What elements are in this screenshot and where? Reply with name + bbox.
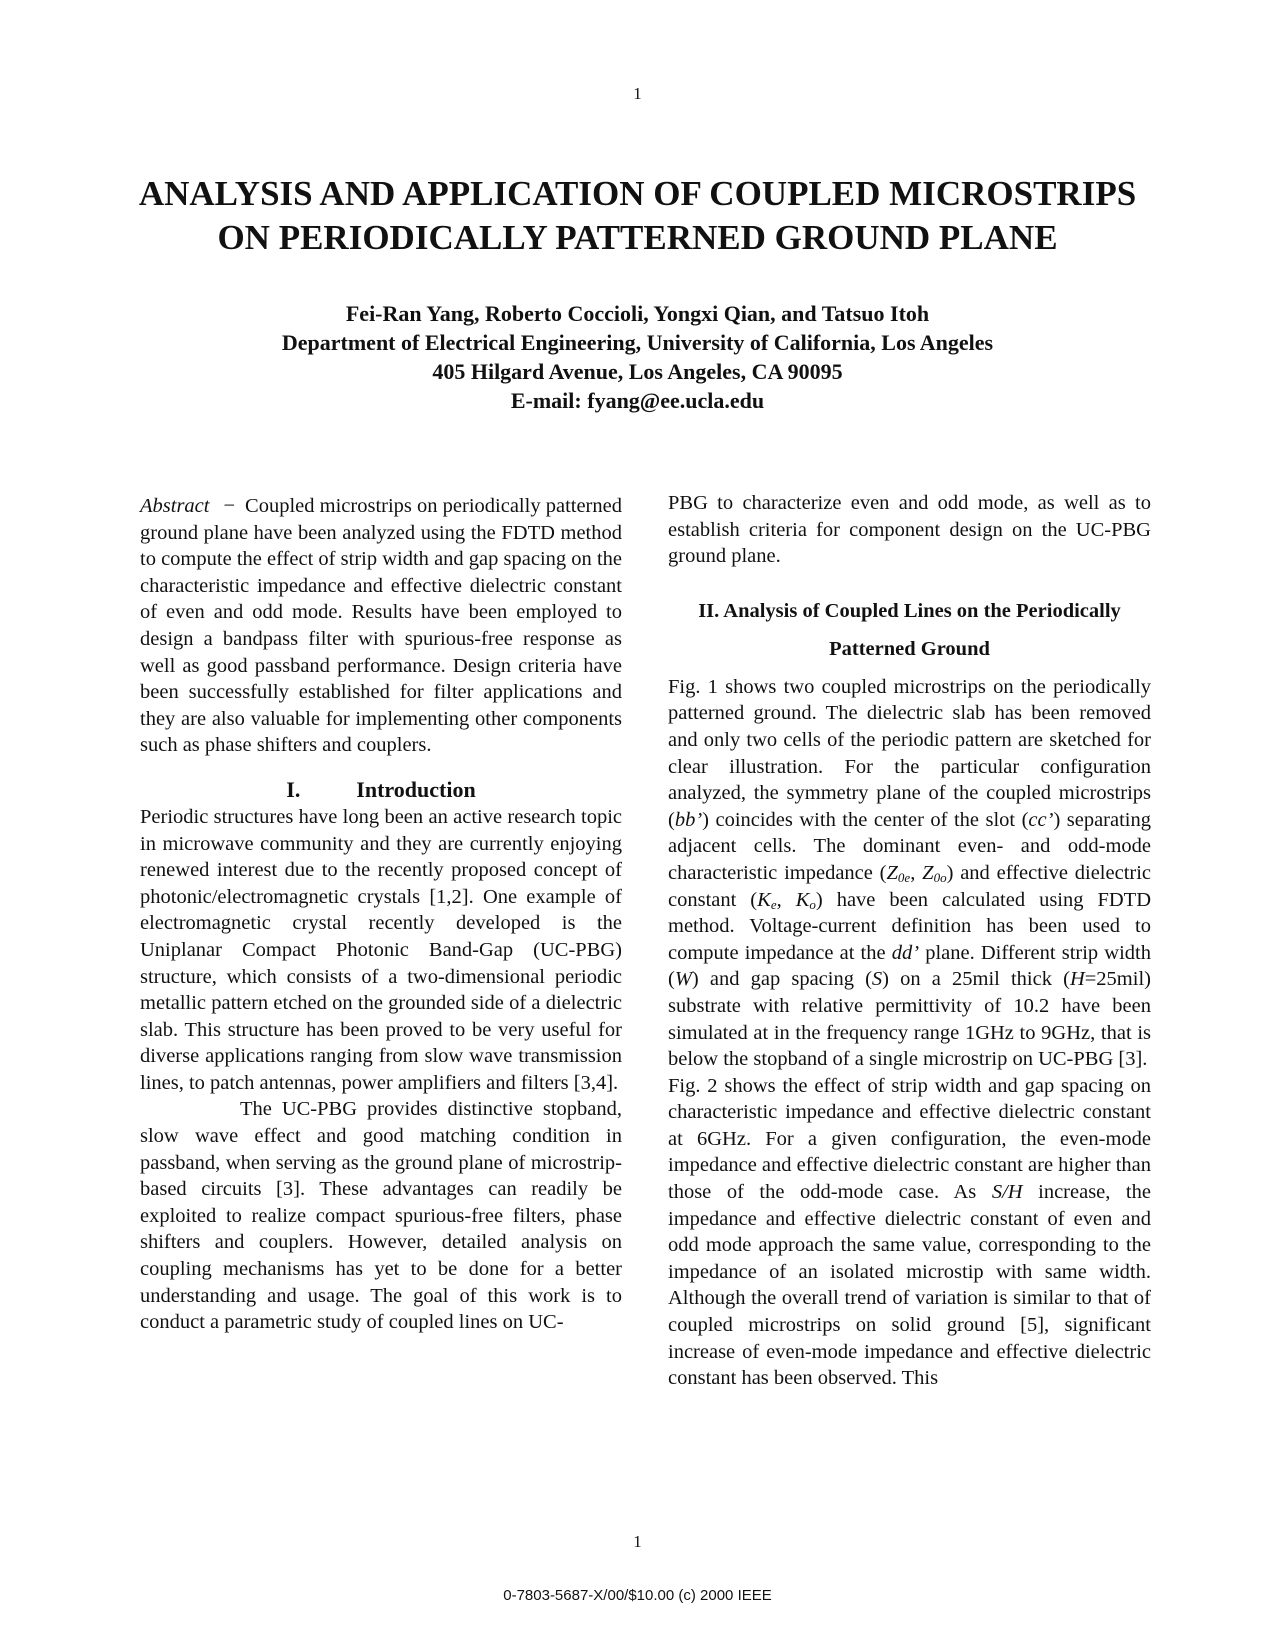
copyright-footer: 0-7803-5687-X/00/$10.00 (c) 2000 IEEE bbox=[503, 1587, 772, 1604]
title-line: ON PERIODICALLY PATTERNED GROUND PLANE bbox=[217, 218, 1058, 257]
author-address: 405 Hilgard Avenue, Los Angeles, CA 90095 bbox=[432, 359, 843, 384]
title-line: ANALYSIS AND APPLICATION OF COUPLED MICROSTRIPS bbox=[138, 174, 1137, 213]
section-heading-introduction bbox=[140, 776, 622, 804]
body-paragraph: Periodic structures have long been an active research topic in microwave community and they are currently enjoying renewed interest due to the recently proposed concept of photonic/electromagnetic crystals [1,2]. One example of electromagnetic crystal recently developed is the Uniplanar Compact Photonic Band-Gap (UC-PBG) structure, which consists of a two-dimensional periodic metallic pattern etched on the grounded side of a dielectric slab. This structure has been proved to be very useful for diverse applications ranging from slow wave transmission lines, to patch antennas, power amplifiers and filters [3,4]. bbox=[140, 805, 622, 1094]
body-paragraph: Fig. 1 shows two coupled microstrips on the periodically patterned ground. The dielectric slab has been removed and only two cells of the periodic pattern are sketched for clear illustration. For the particular configuration analyzed, the symmetry plane of the coupled microstrips (bb’) coincides with the center of the slot (cc’) separating adjacent cells. The dominant even- and odd-mode characteristic impedance ($Z_{0e}$, $Z_{0o}$) and effective dielectric constant ($K_e$, $K_o$) have been calculated using FDTD method. Voltage-current definition has been used to compute impedance at the dd’ plane. Different strip width (W) and gap spacing (S) on a 25mil thick (H=25mil) substrate with relative permittivity of 10.2 have been simulated at in the frequency range 1GHz to 9GHz, that is below the stopband of a single microstrip on UC-PBG [3]. bbox=[668, 675, 1152, 1071]
author-block bbox=[0, 299, 1275, 415]
body-paragraph: PBG to characterize even and odd mode, as well as to establish criteria for component design on the UC-PBG ground plane. bbox=[668, 492, 1151, 568]
body-paragraph: Fig. 2 shows the effect of strip width and gap spacing on characteristic impedance and effective dielectric constant at 6GHz. For a given configuration, the even-mode impedance and effective dielectric constant are higher than those of the odd-mode case. As S/H increase, the impedance and effective dielectric constant of even and odd mode approach the same value, corresponding to the impedance of an isolated microstip with same width. Although the overall trend of variation is similar to that of coupled microstrips on solid ground [5], significant increase of even-mode impedance and effective dielectric constant has been observed. This bbox=[668, 1074, 1151, 1390]
author-names: Fei-Ran Yang, Roberto Coccioli, Yongxi Qian, and Tatsuo Itoh bbox=[345, 301, 930, 326]
page-number-top: 1 bbox=[633, 84, 642, 103]
section-heading-analysis bbox=[668, 592, 1151, 668]
abstract-paragraph bbox=[140, 493, 622, 759]
abstract-label: Abstract bbox=[140, 495, 210, 517]
abstract-text: Coupled microstrips on periodically patterned ground plane have been analyzed using the FDTD method to compute the effect of strip width and gap spacing on the characteristic impedance and effective dielectric constant of even and odd mode. Results have been employed to design a bandpass filter with spurious-free response as well as good passband performance. Design criteria have been successfully established for filter applications and they are also valuable for implementing other components such as phase shifters and couplers. bbox=[140, 495, 622, 757]
abstract-dash: − bbox=[223, 495, 236, 517]
section-title: Patterned Ground bbox=[829, 637, 990, 660]
left-column bbox=[140, 493, 622, 1336]
paper-title bbox=[0, 172, 1275, 260]
page-number-bottom: 1 bbox=[633, 1532, 642, 1551]
author-department: Department of Electrical Engineering, University of California, Los Angeles bbox=[281, 330, 994, 355]
right-column bbox=[668, 490, 1151, 1392]
section-title: Introduction bbox=[356, 776, 476, 802]
author-email: E-mail: fyang@ee.ucla.edu bbox=[510, 388, 765, 413]
section-title: II. Analysis of Coupled Lines on the Periodically bbox=[698, 599, 1121, 622]
body-paragraph: The UC-PBG provides distinctive stopband, slow wave effect and good matching condition in passband, when serving as the ground plane of microstrip-based circuits [3]. These advantages can readily be exploited to realize compact spurious-free filters, phase shifters and couplers. However, detailed analysis on coupling mechanisms has yet to be done for a better understanding and usage. The goal of this work is to conduct a parametric study of coupled lines on UC- bbox=[140, 1098, 622, 1334]
section-number: I. bbox=[286, 776, 301, 802]
